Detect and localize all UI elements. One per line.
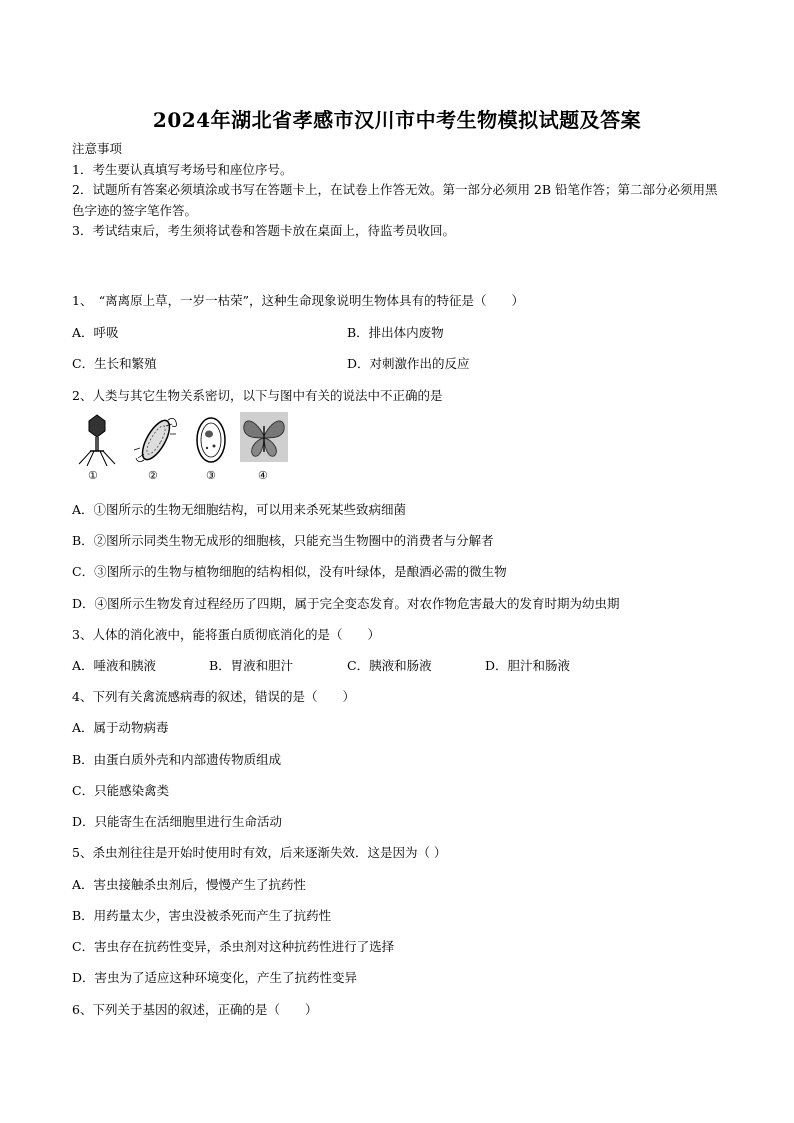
question-5-option-d: D．害虫为了适应这种环境变化，产生了抗药性变异 [72, 970, 358, 985]
notes-item: 1．考生要认真填写考场号和座位序号。 [72, 161, 293, 177]
question-4-stem: 4、下列有关禽流感病毒的叙述，错误的是（ ） [72, 689, 355, 704]
figure-label-3: ③ [206, 469, 216, 482]
bacterium-figure [132, 412, 180, 468]
question-5-stem: 5、杀虫剂往往是开始时使用时有效，后来逐渐失效．这是因为（ ） [72, 845, 447, 860]
question-4-option-c: C．只能感染禽类 [72, 783, 170, 798]
figure-label-1: ① [88, 469, 98, 482]
question-3-option-c: C．胰液和肠液 [347, 658, 432, 673]
question-3-option-b: B．胃液和胆汁 [209, 658, 294, 673]
page-title: 2024年湖北省孝感市汉川市中考生物模拟试题及答案 [152, 108, 642, 132]
question-5-option-c: C．害虫存在抗药性变异，杀虫剂对这种抗药性进行了选择 [72, 939, 395, 954]
question-4-option-b: B．由蛋白质外壳和内部遗传物质组成 [72, 752, 282, 767]
question-2-option-a: A．①图所示的生物无细胞结构，可以用来杀死某些致病细菌 [72, 502, 407, 517]
notes-item: 2．试题所有答案必须填涂或书写在答题卡上，在试卷上作答无效。第一部分必须用 2B 铅笔作答；第二部分必须用黑色字迹的签字笔作答。 [72, 182, 718, 218]
question-5-option-a: A．害虫接触杀虫剂后，慢慢产生了抗药性 [72, 877, 307, 892]
notes-section [72, 139, 728, 242]
notes-item: 3．考试结束后，考生须将试卷和答题卡放在桌面上，待监考员收回。 [72, 223, 455, 238]
question-1-option-c: C．生长和繁殖 [72, 356, 157, 371]
question-1-option-a: A．呼吸 [72, 325, 119, 340]
question-3-stem: 3、人体的消化液中，能将蛋白质彻底消化的是（ ） [72, 627, 380, 642]
question-2-option-c: C．③图所示的生物与植物细胞的结构相似，没有叶绿体，是酿酒必需的微生物 [72, 564, 507, 579]
question-2-figures [74, 412, 294, 484]
butterfly-figure [240, 412, 288, 462]
question-4-option-a: A．属于动物病毒 [72, 720, 169, 735]
question-1-option-b: B．排出体内废物 [347, 325, 444, 340]
question-6-stem: 6、下列关于基因的叙述，正确的是（ ） [72, 1002, 318, 1017]
question-2-stem: 2、人类与其它生物关系密切，以下与图中有关的说法中不正确的是 [72, 388, 443, 403]
figure-label-4: ④ [258, 469, 268, 482]
question-1-option-d: D．对刺激作出的反应 [347, 356, 470, 371]
notes-heading: 注意事项 [72, 141, 123, 156]
question-3-option-a: A．唾液和胰液 [72, 658, 157, 673]
question-3-option-d: D．胆汁和肠液 [485, 658, 571, 673]
question-4-option-d: D．只能寄生在活细胞里进行生命活动 [72, 814, 283, 829]
question-1-stem: 1、 “离离原上草，一岁一枯荣”，这种生命现象说明生物体具有的特征是（ ） [72, 293, 524, 308]
yeast-figure [194, 412, 228, 468]
question-2-option-d: D．④图所示生物发育过程经历了四期，属于完全变态发育。对农作物危害最大的发育时期为幼虫期 [72, 596, 620, 611]
bacteriophage-figure [74, 412, 120, 468]
figure-label-2: ② [148, 469, 158, 482]
question-5-option-b: B．用药量太少，害虫没被杀死而产生了抗药性 [72, 908, 332, 923]
question-2-option-b: B．②图所示同类生物无成形的细胞核，只能充当生物圈中的消费者与分解者 [72, 533, 494, 548]
